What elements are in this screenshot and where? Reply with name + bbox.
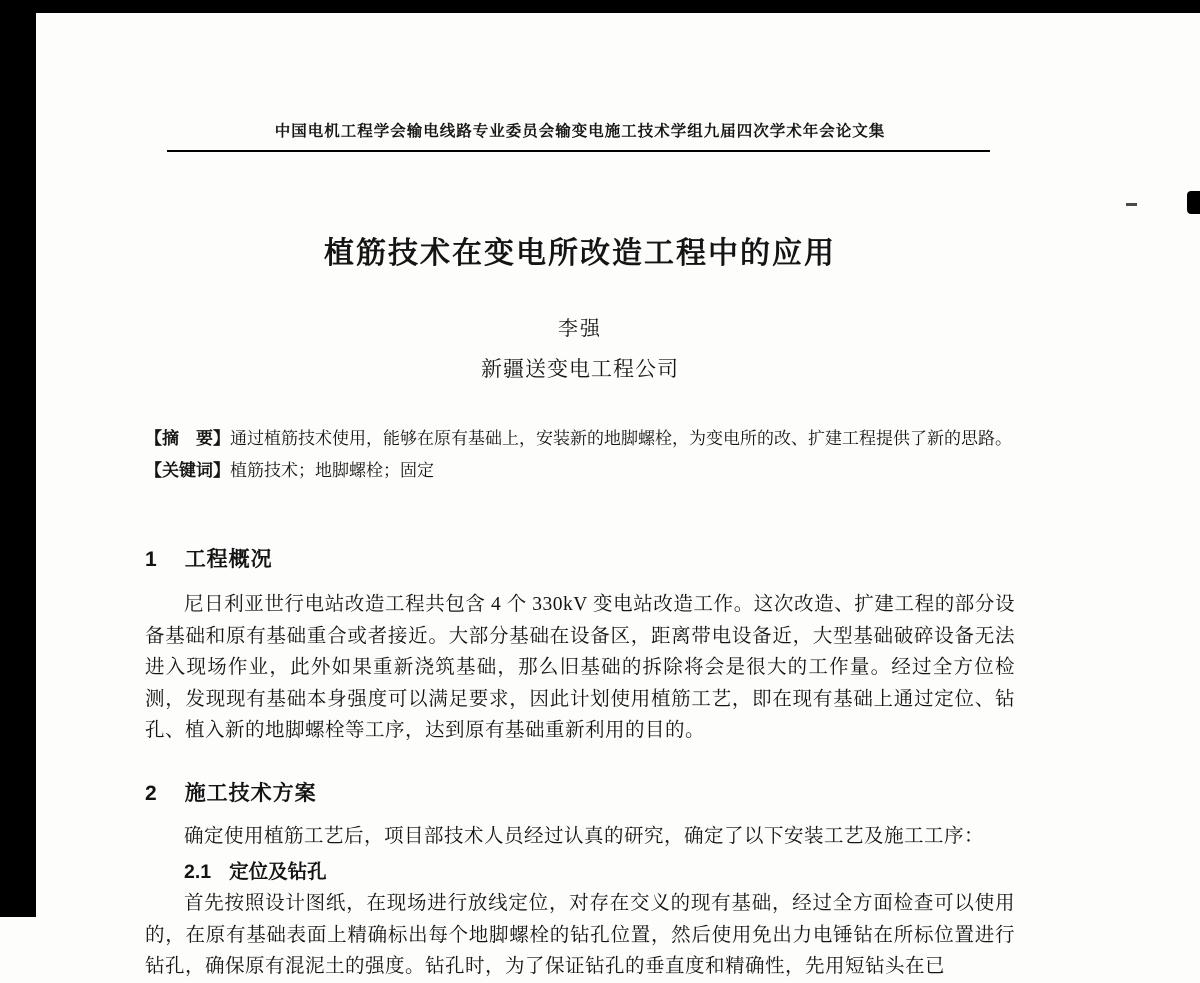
subsection-2-1-title: 定位及钻孔 [229,861,327,883]
paper-title: 植筋技术在变电所改造工程中的应用 [324,237,836,270]
subsection-2-1-number: 2.1 [184,861,212,883]
keywords-label: 【关键词】 [145,461,230,480]
section-1-heading [145,543,1015,573]
abstract-line [145,423,1015,455]
subsection-2-1-paragraph: 首先按照设计图纸，在现场进行放线定位，对存在交义的现有基础，经过全方面检查可以使用的，在原有基础表面上精确标出每个地脚螺栓的钻孔位置，然后使用免出力电锤钻在所标位置进行钻孔，确保原有混泥土的强度。钻孔时，为了保证钻孔的垂直度和精确性，先用短钻头在已 [145,893,1015,977]
section-1-number: 1 [145,548,158,571]
abstract-label: 【摘 要】 [145,429,230,448]
header-rule [167,150,990,152]
running-header: 中国电机工程学会输电线路专业委员会输变电施工技术学组九届四次学术年会论文集 [274,123,886,140]
author-affiliation: 新疆送变电工程公司 [481,357,679,381]
section-2-number: 2 [145,781,158,805]
section-1-title: 工程概况 [184,548,273,571]
abstract-text: 通过植筋技术使用，能够在原有基础上，安装新的地脚螺栓，为变电所的改、扩建工程提供了新的思路。 [230,429,1012,448]
subsection-2-1-heading [184,856,1015,884]
section-2-paragraph: 确定使用植筋工艺后，项目部技术人员经过认真的研究，确定了以下安装工艺及施工工序： [184,825,985,847]
section-2-heading [145,777,1015,807]
meta-block [145,423,1015,487]
author-name: 李强 [558,318,602,340]
section-1-paragraph: 尼日利亚世行电站改造工程共包含 4 个 330kV 变电站改造工作。这次改造、扩建工程的部分设备基础和原有基础重合或者接近。大部分基础在设备区，距离带电设备近，大型基础破碎设备无法进入现场作业，此外如果重新浇筑基础，那么旧基础的拆除将会是很大的工作量。经过全方位检测，发现现有基础本身强度可以满足要求，因此计划使用植筋工艺，即在现有基础上通过定位、钻孔、植入新的地脚螺栓等工序，达到原有基础重新利用的目的。 [145,594,1015,741]
section-2-title: 施工技术方案 [184,781,317,805]
keywords-line [145,455,1015,487]
keywords-text: 植筋技术；地脚螺栓；固定 [230,461,434,480]
